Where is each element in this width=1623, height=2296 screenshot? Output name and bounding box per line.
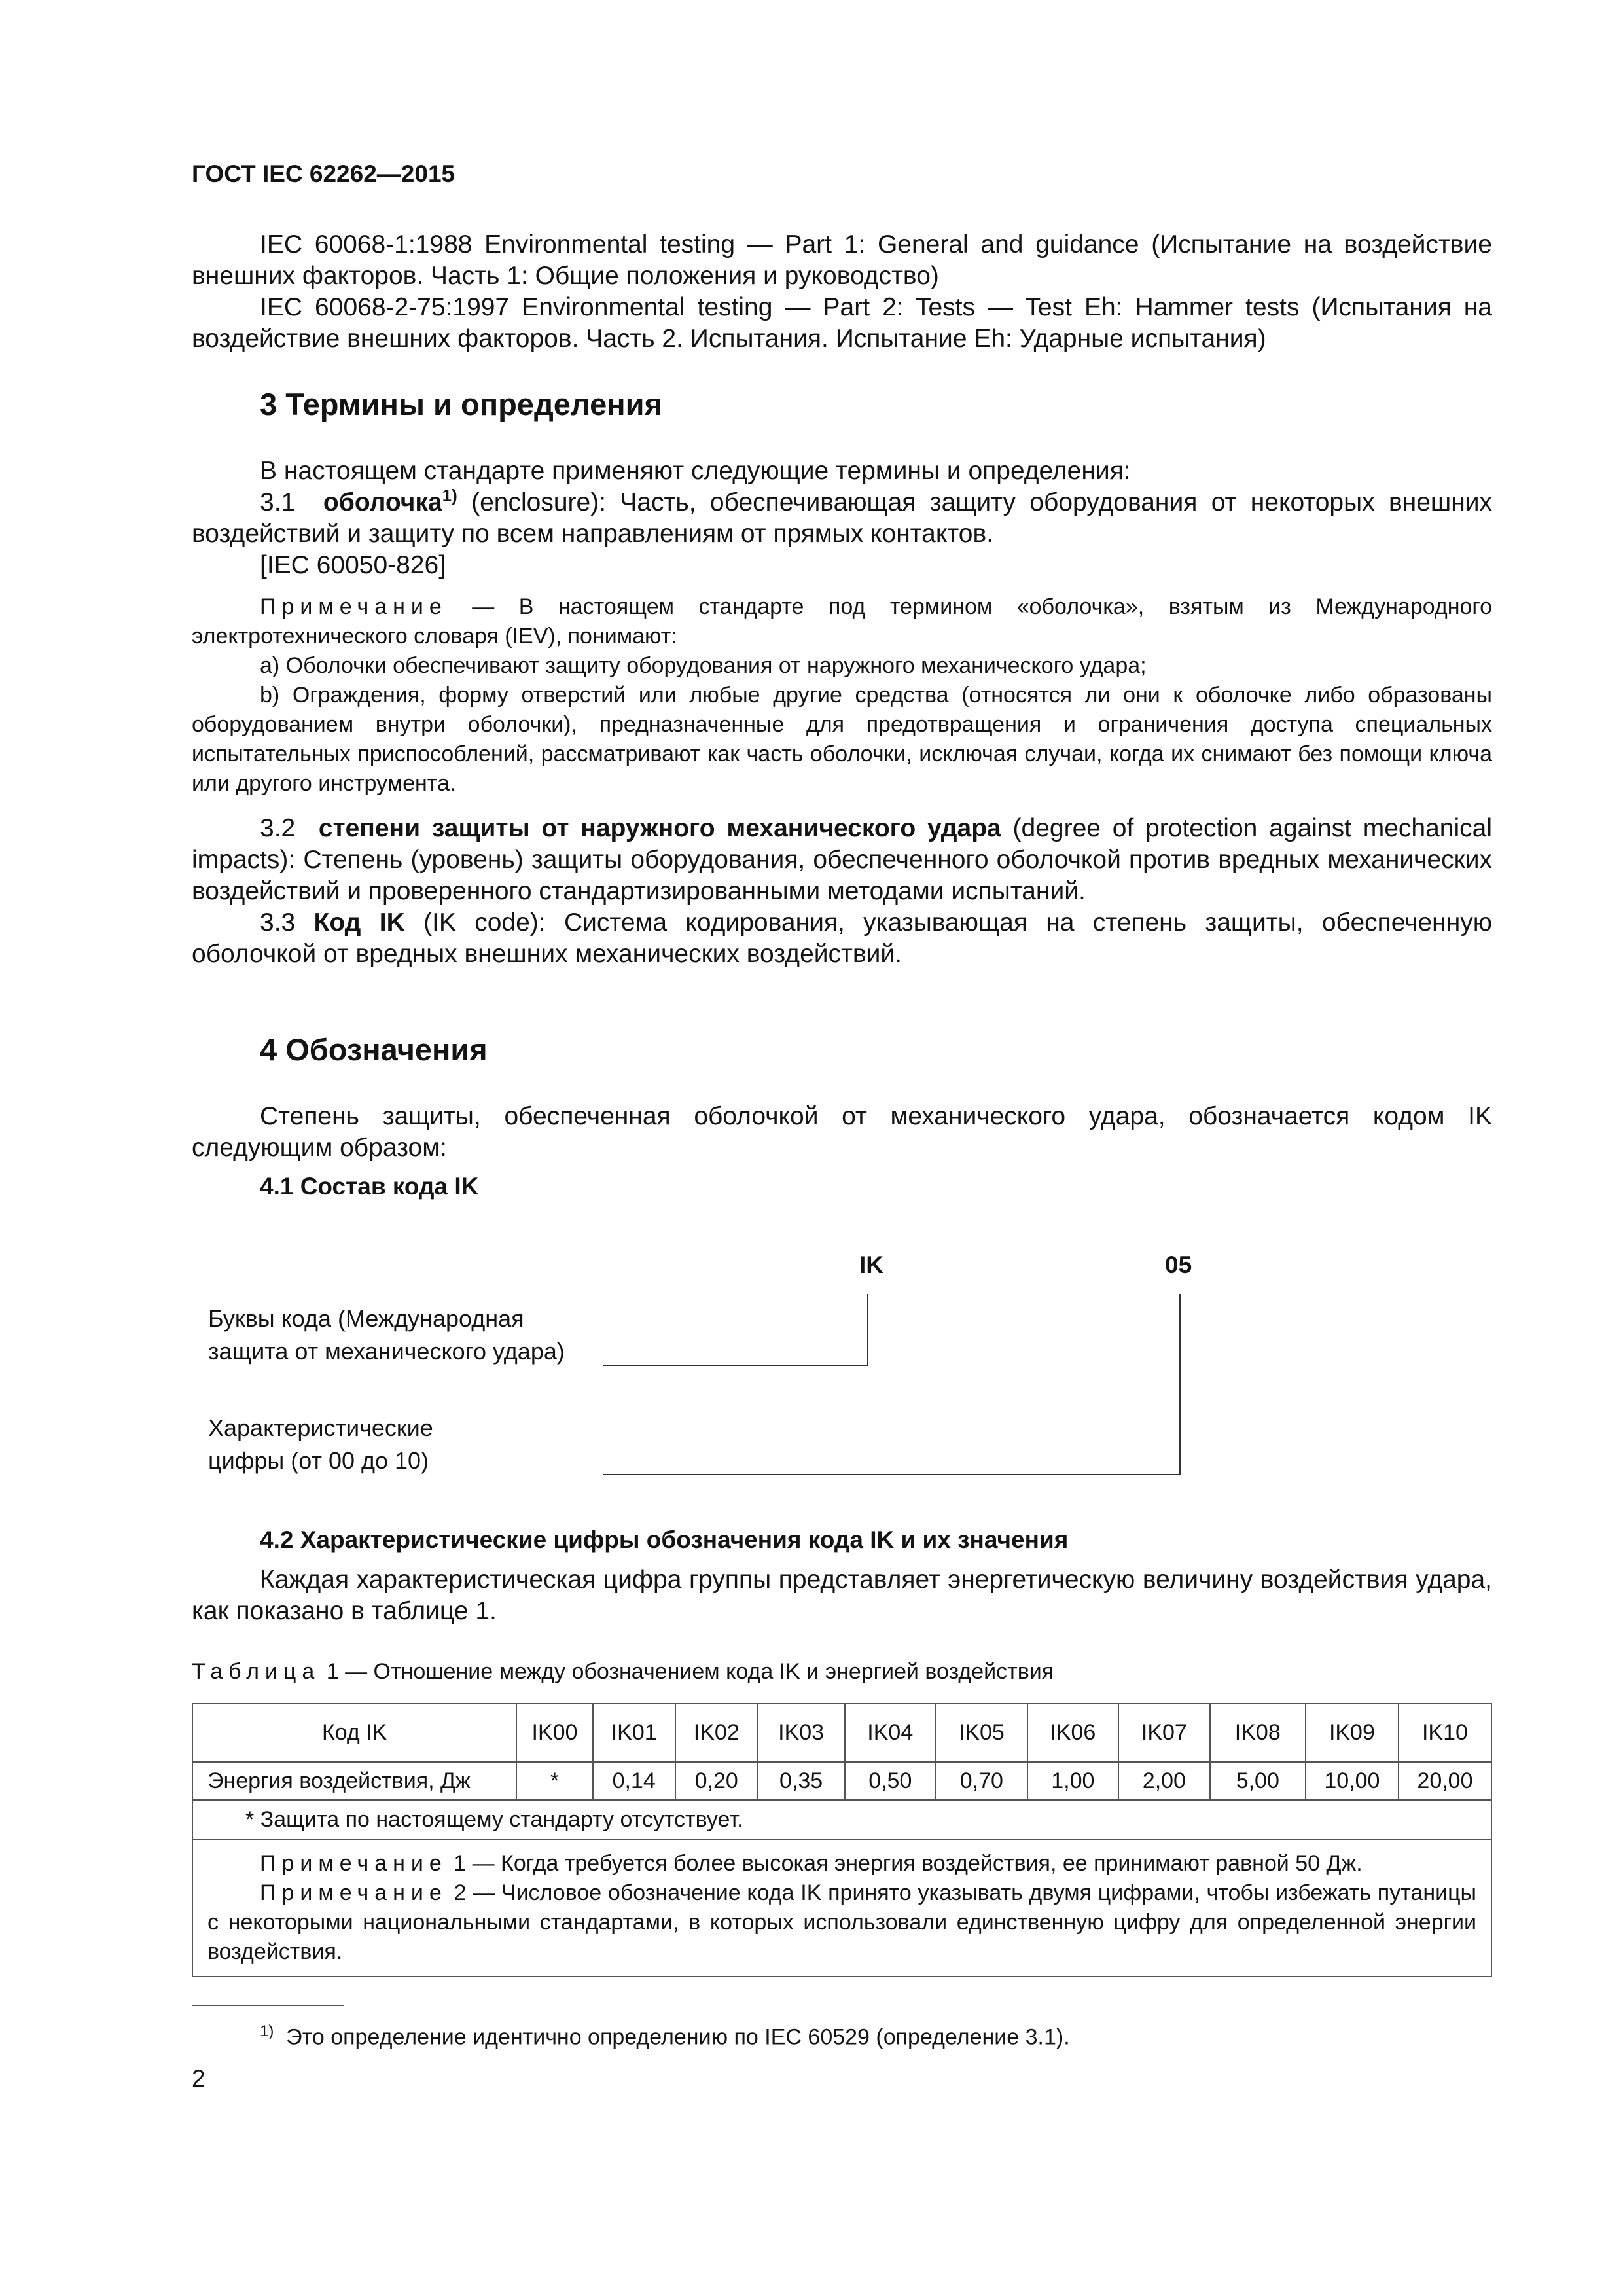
table-cell-code: IK08 [1210, 1704, 1306, 1762]
term-3-1-term: оболочка [323, 488, 442, 516]
table-cell-energy: 5,00 [1210, 1762, 1306, 1800]
table-cell-code: IK07 [1118, 1704, 1210, 1762]
table-cell-energy: 10,00 [1306, 1762, 1399, 1800]
table-row-codes [192, 1704, 1491, 1762]
table-cell-energy: 0,14 [593, 1762, 675, 1800]
table-head-code: Код IK [192, 1704, 516, 1762]
table-cell-energy: 0,20 [675, 1762, 758, 1800]
subsection-4-2-title: 4.2 Характеристические цифры обозначения кода IK и их значения [260, 1526, 1069, 1553]
table-cell-energy: 1,00 [1027, 1762, 1119, 1800]
diagram-label-letters [208, 1302, 565, 1368]
term-3-1 [192, 487, 1492, 550]
table-note-2-text: 2 — Числовое обозначение кода IK принято указывать двумя цифрами, чтобы избежать путаницы с некоторыми национальными стандартами, в которых использовали единственную цифру для определенной энергии воздействия. [207, 1880, 1476, 1964]
term-3-2-number: 3.2 [260, 814, 296, 842]
table-1-caption [192, 1659, 1054, 1685]
footnote-separator [192, 2005, 344, 2006]
note-item-a: a) Оболочки обеспечивают защиту оборудования от наружного механического удара; [260, 653, 1147, 678]
reference-iec-60068-1: IEC 60068-1:1988 Environmental testing — Part 1: General and guidance (Испытание на воздействие внешних факторов. Часть 1: Общие положения и руководство) [192, 230, 1492, 290]
table-cell-code: IK05 [936, 1704, 1027, 1762]
note-label: Примечание [260, 594, 448, 619]
table-footnote-star: * Защита по настоящему стандарту отсутствует. [192, 1800, 1491, 1839]
table-cell-energy: 0,70 [936, 1762, 1027, 1800]
table-row-notes [192, 1839, 1491, 1977]
table-cell-energy: * [516, 1762, 592, 1800]
term-3-3-definition: (IK code): Система кодирования, указывающая на степень защиты, обеспеченную оболочкой от вредных внешних механических воздействий. [192, 908, 1492, 968]
table-cell-code: IK01 [593, 1704, 675, 1762]
table-cell-code: IK02 [675, 1704, 758, 1762]
table-cell-energy: 0,35 [758, 1762, 845, 1800]
diagram-label-letters-line-1: Буквы кода (Международная [208, 1305, 524, 1332]
diagram-connector-ik-horizontal [603, 1365, 868, 1366]
table-note-1-label: Примечание [260, 1851, 448, 1876]
term-3-1-definition: (enclosure): Часть, обеспечивающая защиту оборудования от некоторых внешних воздействий и защиту по всем направлениям от прямых контактов. [192, 488, 1493, 548]
table-row-energy [192, 1762, 1491, 1800]
table-cell-code: IK06 [1027, 1704, 1119, 1762]
diagram-label-letters-line-2: защита от механического удара) [208, 1338, 565, 1365]
footnote-mark: 1) [442, 486, 457, 505]
table-cell-code: IK10 [1399, 1704, 1491, 1762]
diagram-label-digits [208, 1412, 433, 1477]
table-cell-code: IK09 [1306, 1704, 1399, 1762]
table-cell-energy: 20,00 [1399, 1762, 1491, 1800]
table-cell-code: IK04 [845, 1704, 936, 1762]
table-note-1-text: 1 — Когда требуется более высокая энергия воздействия, ее принимают равной 50 Дж. [447, 1851, 1363, 1876]
iec-reference: [IEC 60050-826] [260, 551, 446, 579]
table-notes [192, 1839, 1491, 1977]
section-3-intro: В настоящем стандарте применяют следующие термины и определения: [260, 457, 1131, 485]
footnote-text: Это определение идентично определению по IEC 60529 (определение 3.1). [286, 2024, 1070, 2050]
ik-energy-table [192, 1703, 1492, 1977]
term-3-3-number: 3.3 [260, 908, 296, 937]
term-3-3 [192, 907, 1492, 970]
table-row-footnote [192, 1800, 1491, 1839]
table-note-2-label: Примечание [260, 1880, 448, 1905]
diagram-digits: 05 [1165, 1251, 1192, 1278]
diagram-ik-letters: IK [859, 1251, 883, 1278]
diagram-label-digits-line-2: цифры (от 00 до 10) [208, 1447, 429, 1474]
term-3-2-term: степени защиты от наружного механического удара [318, 814, 1001, 842]
note-item-b: b) Ограждения, форму отверстий или любые другие средства (относятся ли они к оболочке либо образованы оборудованием внутри оболочки), предназначенные для предотвращения и ограничения доступа специальных испытательных приспособлений, рассматривают как часть оболочки, исключая случаи, когда их снимают без помощи ключа или другого инструмента. [192, 683, 1492, 796]
diagram-label-digits-line-1: Характеристические [208, 1414, 433, 1441]
section-4-intro: Степень защиты, обеспеченная оболочкой от механического удара, обозначается кодом IK следующим образом: [192, 1102, 1492, 1162]
reference-iec-60068-2-75: IEC 60068-2-75:1997 Environmental testing — Part 2: Tests — Test Eh: Hammer tests (Испытания на воздействие внешних факторов. Часть 2. Испытания. Испытание Eh: Ударные испытания) [192, 293, 1492, 353]
term-3-1-number: 3.1 [260, 488, 296, 516]
diagram-connector-ik-vertical [867, 1294, 868, 1365]
footnote [260, 2016, 1070, 2053]
diagram-connector-digits-vertical [1179, 1294, 1181, 1474]
diagram-connector-digits-horizontal [603, 1474, 1181, 1475]
page-number: 2 [192, 2065, 205, 2092]
table-cell-energy: 2,00 [1118, 1762, 1210, 1800]
footnote-marker: 1) [260, 2022, 274, 2040]
table-caption-label: Таблица [192, 1659, 321, 1684]
term-3-3-term: Код IK [313, 908, 405, 937]
table-caption-text: 1 — Отношение между обозначением кода IK и энергией воздействия [320, 1659, 1054, 1684]
subsection-4-1-title: 4.1 Состав кода IK [260, 1173, 479, 1200]
table-cell-code: IK00 [516, 1704, 592, 1762]
term-3-2 [192, 813, 1492, 907]
note-definition [192, 592, 1492, 651]
table-note-2 [207, 1878, 1476, 1967]
table-head-energy: Энергия воздействия, Дж [192, 1762, 516, 1800]
term-3-2-definition: (degree of protection against mechanical impacts): Степень (уровень) защиты оборудования, обеспеченного оболочкой против вредных механических воздействий и проверенного стандартизированными методами испытаний. [192, 814, 1492, 905]
table-note-1 [207, 1849, 1476, 1878]
document-code: ГОСТ IEC 62262—2015 [192, 160, 455, 187]
table-cell-energy: 0,50 [845, 1762, 936, 1800]
section-3-title: 3 Термины и определения [260, 387, 662, 422]
section-4-title: 4 Обозначения [260, 1032, 488, 1067]
table-cell-code: IK03 [758, 1704, 845, 1762]
note-text: — В настоящем стандарте под термином «оболочка», взятым из Международного электротехнического словаря (IEV), понимают: [192, 594, 1492, 649]
subsection-4-2-text: Каждая характеристическая цифра группы представляет энергетическую величину воздействия удара, как показано в таблице 1. [192, 1566, 1492, 1625]
